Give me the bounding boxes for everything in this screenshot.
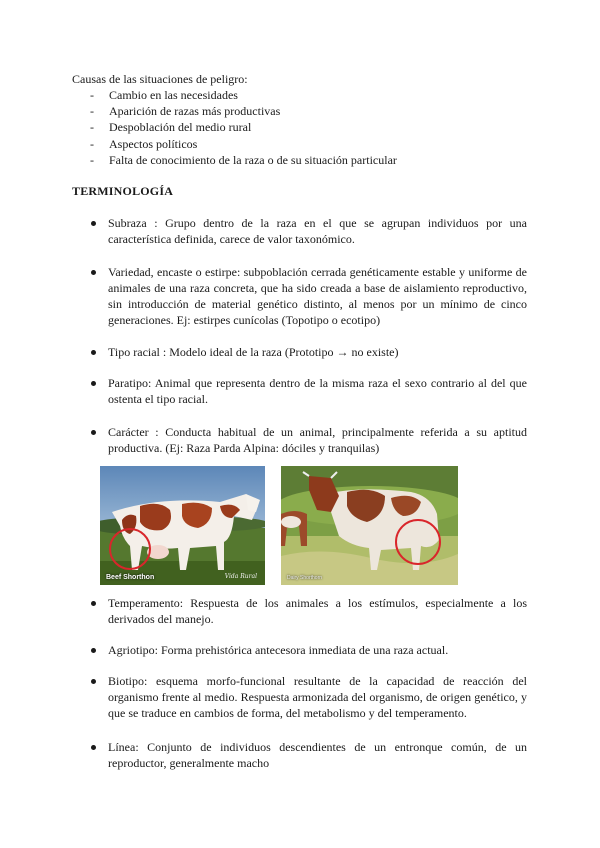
causes-list — [88, 87, 397, 168]
term-text: Línea: Conjunto de individuos descendientes de un entronque común, de un reproductor, generalmente macho — [108, 740, 527, 770]
dairy-shorthorn-photo — [281, 466, 458, 585]
term-temperamento — [108, 595, 527, 627]
term-agriotipo — [108, 642, 527, 658]
term-subraza — [108, 215, 527, 247]
section-heading: TERMINOLOGÍA — [72, 184, 174, 198]
photo-caption: Beef Shorthon — [106, 574, 155, 581]
photo-caption: Dairy Shorthorn — [287, 575, 323, 581]
list-item: - Despoblación del medio rural — [88, 119, 397, 135]
term-linea — [108, 739, 527, 771]
term-text: Subraza : Grupo dentro de la raza en el que se agrupan individuos por una característica definida, carece de valor taxonómico. — [108, 216, 527, 246]
term-text: Variedad, encaste o estirpe: subpoblación cerrada genéticamente estable y uniforme de animales de una raza concreta, que ha sido creada a base de aislamiento reproductivo, sin introducción de material genético distinto, al menos por un mínimo de cinco generaciones. Ej: estirpes cunícolas (Topotipo o ecotipo) — [108, 265, 527, 327]
term-caracter — [108, 424, 527, 456]
term-text: Agriotipo: Forma prehistórica antecesora inmediata de una raza actual. — [108, 643, 449, 657]
term-paratipo — [108, 375, 527, 407]
term-text: Biotipo: esquema morfo-funcional resultante de la capacidad de reacción del organismo frente al medio. Respuesta armonizada del organismo, de origen genético, y que se traduce en cambios de forma, del metabolismo y del temperamento. — [108, 674, 527, 720]
term-tipo-racial — [108, 344, 527, 360]
term-text: Temperamento: Respuesta de los animales a los estímulos, especialmente a los derivados del manejo. — [108, 596, 527, 626]
beef-shorthorn-image — [100, 466, 265, 585]
term-biotipo — [108, 673, 527, 721]
dairy-shorthorn-image — [281, 466, 458, 585]
term-text: Carácter : Conducta habitual de un animal, principalmente referida a su aptitud productiva. (Ej: Raza Parda Alpina: dóciles y tranquilas) — [108, 425, 527, 455]
term-variedad — [108, 264, 527, 328]
intro-title: Causas de las situaciones de peligro: — [72, 72, 248, 86]
list-item: - Aspectos políticos — [88, 136, 397, 152]
list-item: - Falta de conocimiento de la raza o de su situación particular — [88, 152, 397, 168]
cattle-photos — [0, 466, 600, 586]
list-item: - Aparición de razas más productivas — [88, 103, 397, 119]
term-text: Tipo racial : Modelo ideal de la raza (Prototipo → no existe) — [108, 345, 399, 359]
list-item: - Cambio en las necesidades — [88, 87, 397, 103]
photo-signature: Vida Rural — [224, 573, 257, 580]
beef-shorthorn-photo — [100, 466, 265, 585]
term-text: Paratipo: Animal que representa dentro de la misma raza el sexo contrario al del que ostenta el tipo racial. — [108, 376, 527, 406]
